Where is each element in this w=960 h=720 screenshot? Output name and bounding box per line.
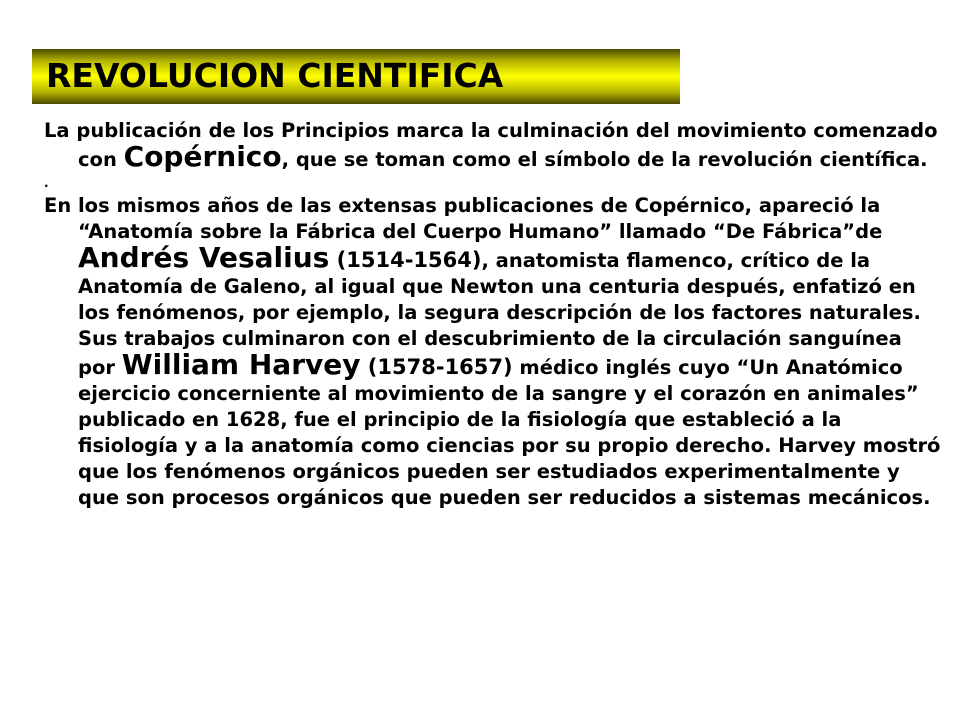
dates-harvey: (1578-1657): [360, 355, 513, 379]
paragraph-2-text-a: En los mismos años de las extensas publicaciones de Copérnico, apareció la “Anatomía sobre la Fábrica del Cuerpo Humano” llamado “De Fábrica”de: [44, 194, 883, 243]
name-copernico: Copérnico: [123, 140, 282, 173]
slide-body: [44, 118, 944, 511]
paragraph-2-text-b: , anatomista flamenco, crítico de la Anatomía de Galeno, al igual que Newton una centuria después, enfatizó en los fenómenos, por ejemplo, la segura descripción de los factores naturales. Sus trabajos culminaron con el descubrimiento de la circulación sanguínea por: [78, 249, 921, 379]
name-vesalius: Andrés Vesalius: [78, 241, 330, 274]
paragraph-1-text-b: , que se toman como el símbolo de la revolución científica.: [281, 148, 928, 171]
paragraph-1-text-a: La publicación de los Principios marca la culminación del movimiento comenzado con: [44, 119, 938, 171]
paragraph-2-text-c: médico inglés cuyo “Un Anatómico ejercicio concerniente al movimiento de la sangre y el corazón en animales” publicado en 1628, fue el principio de la fisiología que estableció a la fisiología y a la anatomía como ciencias por su propio derecho. Harvey mostró que los fenómenos orgánicos pueden ser estudiados experimentalmente y que son procesos orgánicos que pueden ser reducidos a sistemas mecánicos.: [78, 356, 941, 509]
paragraph-copernico: [44, 118, 944, 173]
title-banner: [32, 49, 680, 104]
separator-dot: .: [44, 176, 49, 190]
slide-title: REVOLUCION CIENTIFICA: [46, 56, 504, 95]
name-harvey: William Harvey: [121, 348, 361, 381]
paragraph-vesalius-harvey: [44, 193, 944, 511]
dates-vesalius: (1514-1564): [329, 248, 482, 272]
